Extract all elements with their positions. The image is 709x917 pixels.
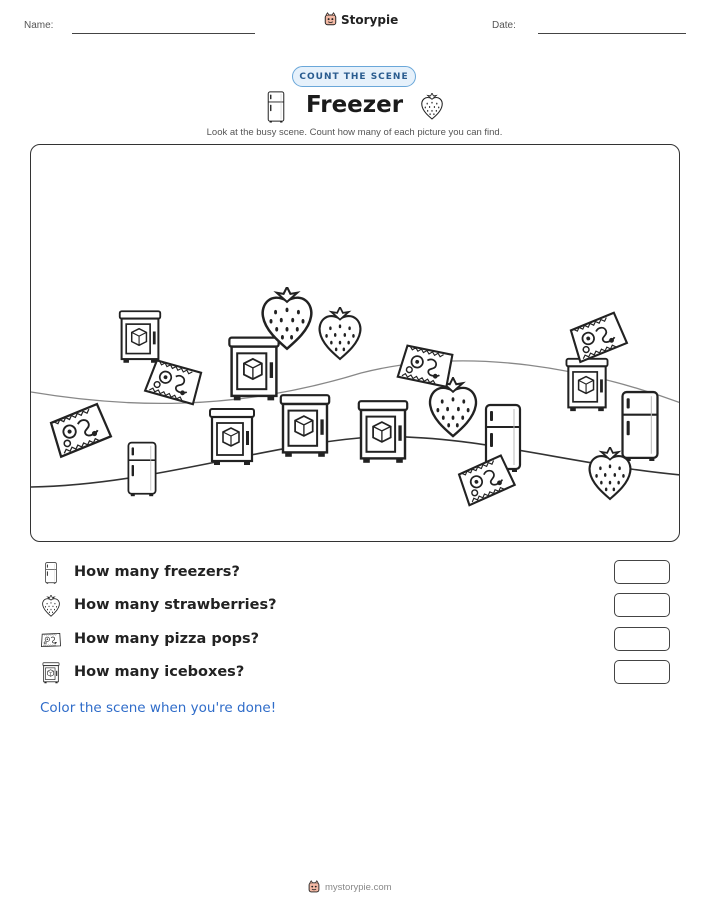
icebox-icon: [40, 662, 62, 684]
freezer-icon: [623, 392, 658, 461]
pizza-pop-icon: [398, 343, 454, 388]
title-row: [262, 90, 448, 124]
answer-box-freezers[interactable]: [614, 560, 670, 584]
storypie-logo-icon: [307, 880, 321, 894]
answer-box-iceboxes[interactable]: [614, 660, 670, 684]
icebox-icon: [566, 359, 607, 411]
footer: [307, 880, 392, 894]
freezer-icon: [40, 562, 62, 584]
question-text: How many freezers?: [74, 564, 240, 580]
answer-box-pizza-pops[interactable]: [614, 627, 670, 651]
name-field[interactable]: [72, 33, 255, 34]
freezer-icon: [266, 91, 286, 123]
icebox-icon: [210, 409, 254, 465]
question-text: How many iceboxes?: [74, 664, 245, 680]
icebox-icon: [281, 395, 329, 457]
icebox-icon: [359, 401, 407, 463]
instructions: Look at the busy scene. Count how many of each picture you can find.: [206, 127, 503, 138]
question-strawberries: [40, 593, 670, 619]
storypie-logo-icon: [323, 12, 338, 27]
pizza-pop-icon: [48, 403, 111, 456]
footer-url: mystorypie.com: [325, 881, 392, 893]
icebox-icon: [229, 338, 278, 401]
date-field[interactable]: [538, 33, 686, 34]
pizza-pop-icon: [40, 629, 62, 651]
question-text: How many strawberries?: [74, 597, 277, 613]
strawberry-icon: [430, 378, 476, 436]
answer-box-strawberries[interactable]: [614, 593, 670, 617]
brand-logo: [323, 12, 398, 27]
icebox-icon: [120, 311, 160, 363]
strawberry-icon: [40, 595, 62, 617]
date-label: Date:: [492, 20, 516, 31]
activity-badge: COUNT THE SCENE: [292, 66, 416, 87]
scene-panel: [30, 144, 680, 542]
pizza-pop-icon: [568, 312, 627, 362]
strawberry-icon: [320, 307, 361, 359]
strawberry-icon: [420, 93, 444, 120]
scene-illustration: [31, 145, 680, 542]
name-label: Name:: [24, 20, 54, 31]
question-text: How many pizza pops?: [74, 631, 260, 647]
pizza-pop-icon: [145, 358, 203, 406]
color-instruction: Color the scene when you're done!: [40, 700, 277, 716]
freezer-icon: [128, 443, 155, 497]
page-title: Freezer: [306, 92, 404, 118]
question-freezers: [40, 560, 670, 586]
question-iceboxes: [40, 660, 670, 686]
brand-name: Storypie: [341, 12, 399, 27]
question-pizza-pops: [40, 627, 670, 653]
